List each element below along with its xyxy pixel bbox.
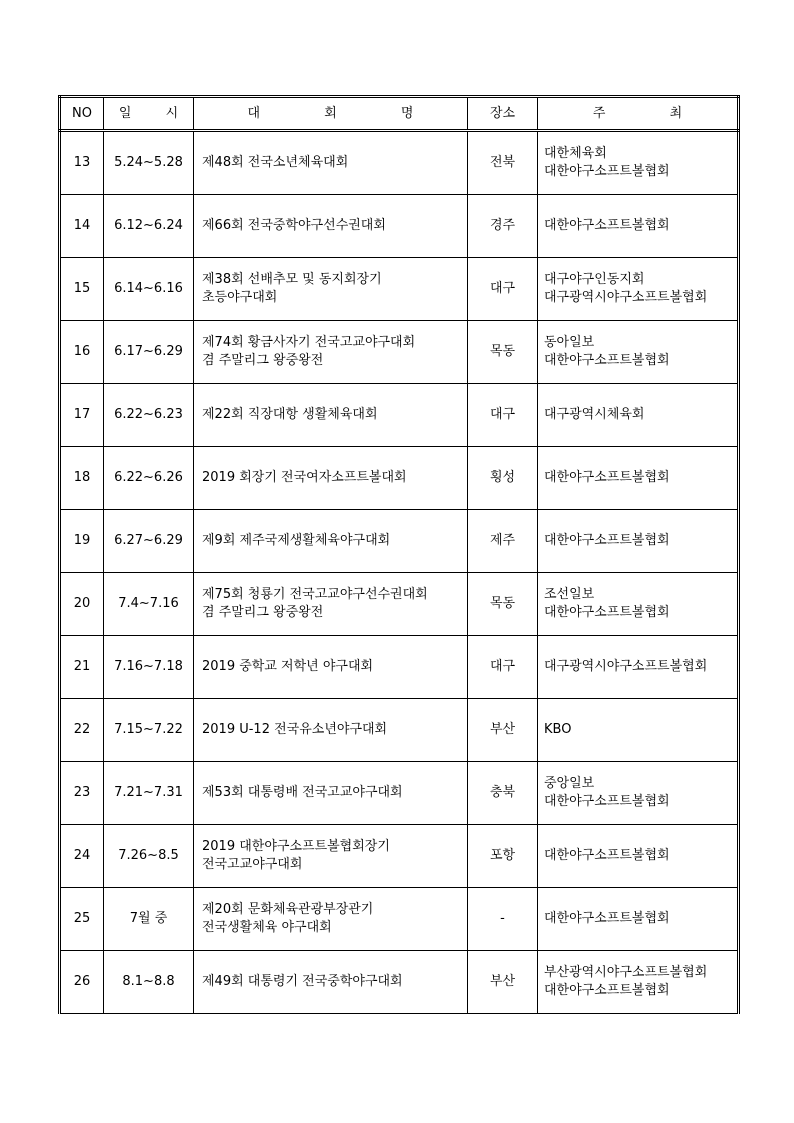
row-no: 17 bbox=[60, 384, 104, 447]
row-place: 목동 bbox=[468, 321, 538, 384]
row-place: 대구 bbox=[468, 384, 538, 447]
host-line: 대한야구소프트볼협회 bbox=[544, 983, 670, 998]
row-host bbox=[538, 951, 739, 1014]
host-line: 동아일보 bbox=[544, 335, 595, 350]
table-row bbox=[60, 762, 739, 825]
row-competition-name bbox=[194, 321, 468, 384]
table-row bbox=[60, 510, 739, 573]
row-competition-name bbox=[194, 636, 468, 699]
row-host bbox=[538, 321, 739, 384]
row-no: 24 bbox=[60, 825, 104, 888]
competition-name-line: 겸 주말리그 왕중왕전 bbox=[202, 353, 324, 368]
row-competition-name bbox=[194, 699, 468, 762]
competition-name-line: 2019 U-12 전국유소년야구대회 bbox=[202, 722, 388, 737]
row-no: 19 bbox=[60, 510, 104, 573]
header-no: NO bbox=[60, 97, 104, 131]
row-competition-name bbox=[194, 195, 468, 258]
row-competition-name bbox=[194, 573, 468, 636]
row-no: 18 bbox=[60, 447, 104, 510]
host-line: KBO bbox=[544, 722, 572, 737]
host-line: 대구야구인동지회 bbox=[544, 272, 645, 287]
competition-name-line: 2019 대한야구소프트볼협회장기 bbox=[202, 839, 390, 854]
host-line: 대구광역시체육회 bbox=[544, 407, 645, 422]
row-competition-name bbox=[194, 762, 468, 825]
row-no: 21 bbox=[60, 636, 104, 699]
competition-name-line: 전국생활체육 야구대회 bbox=[202, 920, 332, 935]
row-competition-name bbox=[194, 258, 468, 321]
table-row bbox=[60, 258, 739, 321]
row-competition-name bbox=[194, 825, 468, 888]
row-no: 23 bbox=[60, 762, 104, 825]
header-date: 일 시 bbox=[104, 97, 194, 131]
host-line: 대한야구소프트볼협회 bbox=[544, 470, 670, 485]
host-line: 대구광역시야구소프트볼협회 bbox=[544, 659, 708, 674]
row-host bbox=[538, 636, 739, 699]
competition-name-line: 2019 회장기 전국여자소프트볼대회 bbox=[202, 470, 407, 485]
competition-name-line: 제20회 문화체육관광부장관기 bbox=[202, 902, 374, 917]
row-host bbox=[538, 131, 739, 195]
row-date: 7.21~7.31 bbox=[104, 762, 194, 825]
host-line: 대한야구소프트볼협회 bbox=[544, 794, 670, 809]
row-date: 6.22~6.23 bbox=[104, 384, 194, 447]
host-line: 대한야구소프트볼협회 bbox=[544, 911, 670, 926]
competition-name-line: 2019 중학교 저학년 야구대회 bbox=[202, 659, 374, 674]
row-competition-name bbox=[194, 951, 468, 1014]
row-date: 7.4~7.16 bbox=[104, 573, 194, 636]
competition-name-line: 제74회 황금사자기 전국고교야구대회 bbox=[202, 335, 416, 350]
host-line: 부산광역시야구소프트볼협회 bbox=[544, 965, 708, 980]
table-row bbox=[60, 888, 739, 951]
host-line: 대한야구소프트볼협회 bbox=[544, 164, 670, 179]
host-line: 대한야구소프트볼협회 bbox=[544, 605, 670, 620]
competition-schedule-table bbox=[58, 95, 740, 1014]
row-place: 대구 bbox=[468, 258, 538, 321]
row-date: 6.12~6.24 bbox=[104, 195, 194, 258]
row-place: 경주 bbox=[468, 195, 538, 258]
row-date: 5.24~5.28 bbox=[104, 131, 194, 195]
table-row bbox=[60, 195, 739, 258]
host-line: 대한야구소프트볼협회 bbox=[544, 848, 670, 863]
row-competition-name bbox=[194, 510, 468, 573]
row-date: 7.26~8.5 bbox=[104, 825, 194, 888]
table-row bbox=[60, 573, 739, 636]
row-place: 대구 bbox=[468, 636, 538, 699]
table-row bbox=[60, 951, 739, 1014]
row-no: 15 bbox=[60, 258, 104, 321]
row-place: 부산 bbox=[468, 699, 538, 762]
row-host bbox=[538, 510, 739, 573]
competition-name-line: 제22회 직장대항 생활체육대회 bbox=[202, 407, 378, 422]
row-place: 충북 bbox=[468, 762, 538, 825]
row-no: 13 bbox=[60, 131, 104, 195]
row-place: 부산 bbox=[468, 951, 538, 1014]
host-line: 중앙일보 bbox=[544, 776, 595, 791]
host-line: 대한야구소프트볼협회 bbox=[544, 218, 670, 233]
row-no: 26 bbox=[60, 951, 104, 1014]
table-row bbox=[60, 699, 739, 762]
row-place: 전북 bbox=[468, 131, 538, 195]
row-host bbox=[538, 195, 739, 258]
competition-name-line: 제53회 대통령배 전국고교야구대회 bbox=[202, 785, 403, 800]
competition-name-line: 제38회 선배추모 및 동지회장기 bbox=[202, 272, 382, 287]
row-no: 20 bbox=[60, 573, 104, 636]
row-host bbox=[538, 888, 739, 951]
host-line: 대한체육회 bbox=[544, 146, 607, 161]
row-competition-name bbox=[194, 888, 468, 951]
competition-name-line: 제48회 전국소년체육대회 bbox=[202, 155, 349, 170]
row-place: 제주 bbox=[468, 510, 538, 573]
row-no: 16 bbox=[60, 321, 104, 384]
competition-name-line: 전국고교야구대회 bbox=[202, 857, 303, 872]
row-date: 8.1~8.8 bbox=[104, 951, 194, 1014]
row-place: - bbox=[468, 888, 538, 951]
row-date: 7.15~7.22 bbox=[104, 699, 194, 762]
row-place: 목동 bbox=[468, 573, 538, 636]
row-host bbox=[538, 258, 739, 321]
row-host bbox=[538, 447, 739, 510]
header-name: 대 회 명 bbox=[194, 97, 468, 131]
row-no: 14 bbox=[60, 195, 104, 258]
competition-name-line: 제75회 청룡기 전국고교야구선수권대회 bbox=[202, 587, 428, 602]
table-row bbox=[60, 384, 739, 447]
row-place: 횡성 bbox=[468, 447, 538, 510]
table-row bbox=[60, 825, 739, 888]
row-host bbox=[538, 573, 739, 636]
competition-name-line: 초등야구대회 bbox=[202, 290, 278, 305]
row-host bbox=[538, 762, 739, 825]
row-date: 6.17~6.29 bbox=[104, 321, 194, 384]
host-line: 대한야구소프트볼협회 bbox=[544, 533, 670, 548]
row-date: 7월 중 bbox=[104, 888, 194, 951]
row-competition-name bbox=[194, 447, 468, 510]
table-header-row bbox=[60, 97, 739, 131]
competition-name-line: 제66회 전국중학야구선수권대회 bbox=[202, 218, 386, 233]
row-competition-name bbox=[194, 131, 468, 195]
host-line: 대한야구소프트볼협회 bbox=[544, 353, 670, 368]
table-row bbox=[60, 131, 739, 195]
header-place: 장소 bbox=[468, 97, 538, 131]
host-line: 조선일보 bbox=[544, 587, 595, 602]
row-date: 7.16~7.18 bbox=[104, 636, 194, 699]
header-host: 주 최 bbox=[538, 97, 739, 131]
row-date: 6.22~6.26 bbox=[104, 447, 194, 510]
competition-name-line: 제49회 대통령기 전국중학야구대회 bbox=[202, 974, 403, 989]
table-row bbox=[60, 636, 739, 699]
row-no: 22 bbox=[60, 699, 104, 762]
host-line: 대구광역시야구소프트볼협회 bbox=[544, 290, 708, 305]
competition-name-line: 겸 주말리그 왕중왕전 bbox=[202, 605, 324, 620]
row-no: 25 bbox=[60, 888, 104, 951]
row-competition-name bbox=[194, 384, 468, 447]
competition-name-line: 제9회 제주국제생활체육야구대회 bbox=[202, 533, 391, 548]
row-host bbox=[538, 699, 739, 762]
row-host bbox=[538, 825, 739, 888]
row-host bbox=[538, 384, 739, 447]
row-place: 포항 bbox=[468, 825, 538, 888]
table-row bbox=[60, 447, 739, 510]
table-row bbox=[60, 321, 739, 384]
row-date: 6.14~6.16 bbox=[104, 258, 194, 321]
row-date: 6.27~6.29 bbox=[104, 510, 194, 573]
